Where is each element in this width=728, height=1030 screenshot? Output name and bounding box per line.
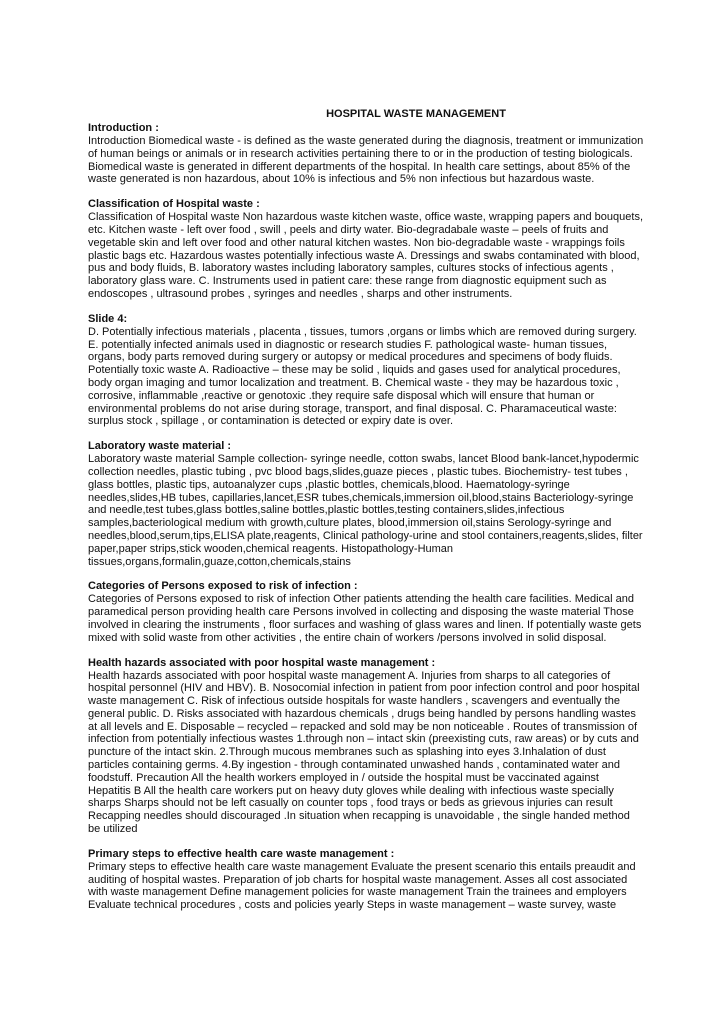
section-body: Health hazards associated with poor hospital waste management A. Injuries from sharps to all categories of hospital personnel (HIV and HBV). B. Nosocomial infection in patient from poor infection control and poor hospital waste management C. Risk of infectious outside hospitals for waste handlers , scavengers and eventually the general public. D. Risks associated with hazardous chemicals , drugs being handled by persons handling wastes at all levels and E. Disposable – recycled – repacked and sold may be non noticeable . Routes of transmission of infection from potentially infectious wastes 1.through non – intact skin (preexisting cuts, raw areas) or by cuts and puncture of the intact skin. 2.Through mucous membranes such as splashing into eyes 3.Inhalation of dust particles containing germs. 4.By ingestion - through contaminated unwashed hands , contaminated water and foodstuff. Precaution All the health workers employed in / outside the hospital must be vaccinated against Hepatitis B All the health care workers put on heavy duty gloves while dealing with infectious waste specially sharps Sharps should not be left casually on counter tops , food trays or beds as grievous injuries can result Recapping needles should discouraged .In situation when recapping is unavoidable , the single handed method be utilized (88, 669, 640, 836)
section-health-hazards (88, 657, 644, 836)
section-classification (88, 198, 644, 301)
section-body: D. Potentially infectious materials , placenta , tissues, tumors ,organs or limbs which are removed during surgery. E. potentially infected animals used in diagnostic or research studies F. pathological waste- human tissues, organs, body parts removed during surgery or autopsy or medical procedures and specimens of body fluids. Potentially toxic waste A. Radioactive – these may be solid , liquids and gases used for analytical procedures, body organ imaging and tumor localization and treatment. B. Chemical waste - they may be hazardous toxic , corrosive, inflammable ,reactive or genotoxic .they require safe disposal which will ensure that human or environmental problems do not arise during storage, transport, and final disposal. C. Pharamaceutical waste: surplus stock , spillage , or contamination is detected or expiry date is over. (88, 325, 637, 428)
section-heading: Primary steps to effective health care waste management : (88, 847, 395, 860)
document-title: HOSPITAL WASTE MANAGEMENT (326, 108, 506, 120)
section-heading: Classification of Hospital waste : (88, 198, 260, 211)
section-heading: Laboratory waste material : (88, 440, 232, 453)
section-primary-steps (88, 848, 644, 912)
document-page (88, 107, 644, 924)
section-heading: Categories of Persons exposed to risk of infection : (88, 580, 358, 593)
section-laboratory-waste (88, 440, 644, 568)
section-slide-4 (88, 313, 644, 428)
section-body: Introduction Biomedical waste - is defined as the waste generated during the diagnosis, treatment or immunization of human beings or animals or in research activities pertaining there to or in the production of testing biologicals. Biomedical waste is generated in different departments of the hospital. In health care settings, about 85% of the waste generated is non hazardous, about 10% is infectious and 5% non infectious but hazardous waste. (88, 135, 644, 186)
section-heading: Health hazards associated with poor hospital waste management : (88, 656, 436, 669)
section-heading: Slide 4: (88, 312, 128, 325)
section-body: Laboratory waste material Sample collection- syringe needle, cotton swabs, lancet Blood bank-lancet,hypodermic collection needles, plastic tubing , pvc blood bags,slides,guaze pieces , plastic tubes. Biochemistry- test tubes , glass bottles, plastic tips, autoanalyzer cups ,plastic bottles, chemicals,blood. Haematology-syringe needles,slides,HB tubes, capillaries,lancet,ESR tubes,chemicals,immersion oil,blood,stains Bacteriology-syringe and needle,test tubes,glass bottles,saline bottles,plastic bottles,testing containers,slides,infectious samples,bacteriological medium with growth,culture plates, blood,immersion oil,stains Serology-syringe and needles,blood,serum,tips,ELISA plate,reagents, Clinical pathology-urine and stool containers,reagents,slides, filter paper,paper strips,stick wooden,chemical reagents. Histopathology-Human tissues,organs,formalin,guaze,cotton,chemicals,stains (88, 453, 643, 568)
section-body: Classification of Hospital waste Non hazardous waste kitchen waste, office waste, wrapping papers and bouquets, etc. Kitchen waste - left over food , swill , peels and dirty water. Bio-degradabale waste – peels of fruits and vegetable skin and left over food and other natural kitchen wastes. Non bio-degradable waste - wrappings foils plastic bags etc. Hazardous wastes potentially infectious waste A. Dressings and swabs contaminated with blood, pus and body fluids, B. laboratory wastes including laboratory samples, cultures stocks of infectious agents , laboratory glass ware. C. Instruments used in patient care: these range from diagnostic equipment such as endoscopes , ultrasound probes , syringes and needles , sharps and other instruments. (88, 211, 643, 300)
section-heading: Introduction : (88, 122, 159, 134)
section-introduction (88, 122, 644, 186)
section-body: Categories of Persons exposed to risk of infection Other patients attending the health care facilities. Medical and paramedical person providing health care Persons involved in collecting and disposing the waste material Those involved in clearing the instruments , floor surfaces and washing of glass wares and linen. If potentially waste gets mixed with solid waste from other activities , the entire chain of workers /persons involved in solid disposal. (88, 593, 642, 644)
section-persons-at-risk (88, 580, 644, 644)
section-body: Primary steps to effective health care waste management Evaluate the present scenario this entails preaudit and auditing of hospital wastes. Preparation of job charts for hospital waste management. Asses all cost associated with waste management Define management policies for waste management Train the trainees and employers Evaluate technical procedures , costs and policies yearly Steps in waste management – waste survey, waste (88, 860, 636, 912)
